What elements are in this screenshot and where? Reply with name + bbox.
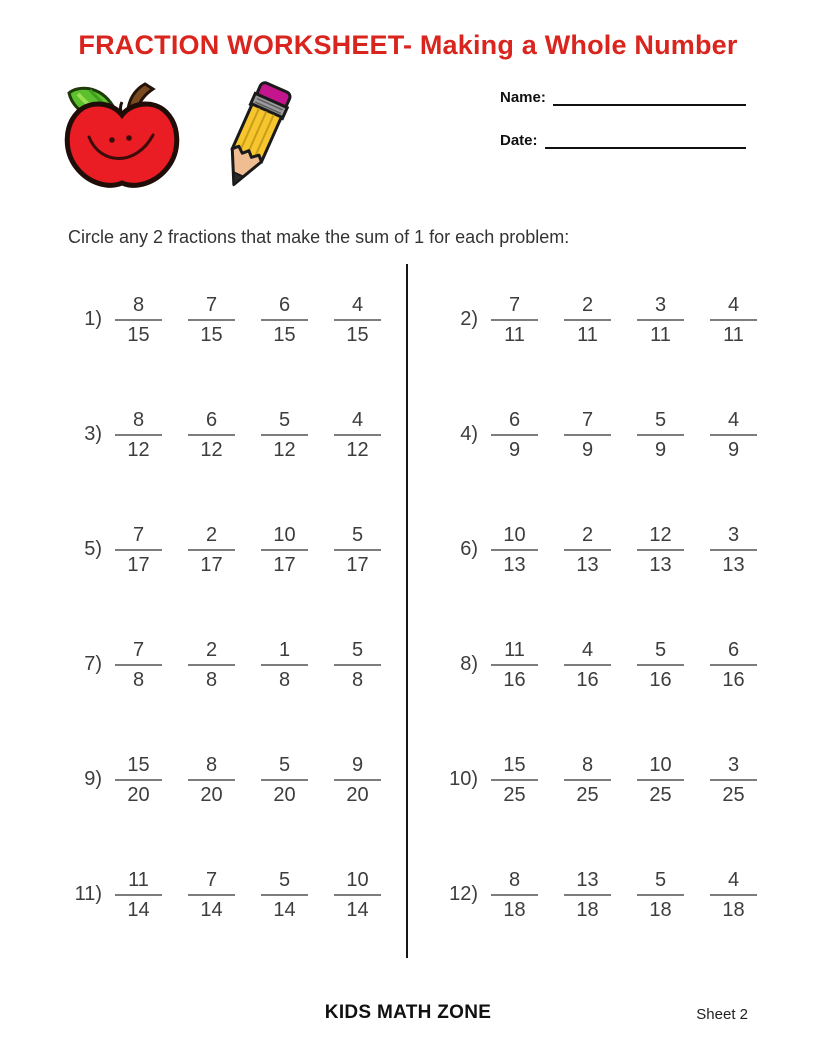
fraction[interactable] xyxy=(188,410,235,460)
fraction[interactable] xyxy=(637,640,684,690)
fraction[interactable] xyxy=(710,410,757,460)
fraction-bar xyxy=(564,664,611,666)
fraction[interactable] xyxy=(564,410,611,460)
fraction-numerator: 2 xyxy=(581,293,594,316)
fraction-denominator: 18 xyxy=(576,898,599,921)
fraction[interactable] xyxy=(710,295,757,345)
fraction-bar xyxy=(564,434,611,436)
fraction[interactable] xyxy=(710,525,757,575)
problem-number: 9) xyxy=(84,768,102,790)
fraction-bar xyxy=(188,894,235,896)
problem-row xyxy=(0,722,408,837)
problem-number: 1) xyxy=(84,308,102,330)
fraction-bar xyxy=(334,664,381,666)
fraction-numerator: 9 xyxy=(351,753,364,776)
fraction-numerator: 8 xyxy=(132,408,145,431)
name-input-line[interactable] xyxy=(553,87,746,106)
fraction-denominator: 20 xyxy=(127,783,150,806)
fraction-group xyxy=(491,295,757,345)
fraction[interactable] xyxy=(334,295,381,345)
date-input-line[interactable] xyxy=(545,130,746,149)
pencil-icon xyxy=(205,79,305,202)
fraction-bar xyxy=(334,549,381,551)
fraction-bar xyxy=(564,779,611,781)
fraction-bar xyxy=(491,894,538,896)
fraction-numerator: 7 xyxy=(132,523,145,546)
fraction-denominator: 20 xyxy=(200,783,223,806)
fraction-bar xyxy=(710,434,757,436)
fraction-denominator: 18 xyxy=(722,898,745,921)
fraction-denominator: 13 xyxy=(649,553,672,576)
fraction-bar xyxy=(261,319,308,321)
fraction-numerator: 6 xyxy=(205,408,218,431)
fraction[interactable] xyxy=(334,410,381,460)
fraction[interactable] xyxy=(710,755,757,805)
fraction-numerator: 13 xyxy=(576,868,599,891)
fraction-bar xyxy=(564,894,611,896)
fraction-denominator: 17 xyxy=(346,553,369,576)
problem-number: 7) xyxy=(84,653,102,675)
fraction-numerator: 15 xyxy=(127,753,150,776)
fraction-bar xyxy=(637,434,684,436)
fraction-bar xyxy=(710,779,757,781)
fraction-numerator: 5 xyxy=(278,408,291,431)
date-field-row xyxy=(500,130,746,149)
fraction[interactable] xyxy=(115,295,162,345)
fraction-denominator: 11 xyxy=(577,323,598,346)
problem-row xyxy=(0,492,408,607)
fraction-bar xyxy=(491,664,538,666)
problem-row xyxy=(408,837,816,952)
fraction-numerator: 4 xyxy=(727,868,740,891)
problem-number: 2) xyxy=(460,308,478,330)
fraction-bar xyxy=(710,549,757,551)
date-label: Date: xyxy=(500,132,538,149)
fraction-bar xyxy=(637,549,684,551)
fraction-numerator: 2 xyxy=(205,523,218,546)
fraction-bar xyxy=(261,894,308,896)
fraction-denominator: 14 xyxy=(127,898,150,921)
fraction-numerator: 6 xyxy=(727,638,740,661)
fraction-bar xyxy=(261,779,308,781)
problem-row xyxy=(0,377,408,492)
fraction[interactable] xyxy=(491,755,538,805)
fraction-bar xyxy=(334,319,381,321)
fraction-denominator: 17 xyxy=(127,553,150,576)
instruction-text: Circle any 2 fractions that make the sum of 1 for each problem: xyxy=(68,227,570,247)
fraction-bar xyxy=(637,319,684,321)
fraction[interactable] xyxy=(491,295,538,345)
fraction-denominator: 8 xyxy=(132,668,145,691)
fraction-bar xyxy=(261,664,308,666)
fraction-numerator: 5 xyxy=(654,638,667,661)
fraction[interactable] xyxy=(564,755,611,805)
fraction-denominator: 25 xyxy=(576,783,599,806)
fraction[interactable] xyxy=(115,640,162,690)
fraction[interactable] xyxy=(188,755,235,805)
fraction-numerator: 7 xyxy=(205,868,218,891)
fraction-numerator: 4 xyxy=(351,293,364,316)
fraction-denominator: 8 xyxy=(205,668,218,691)
fraction-group xyxy=(491,525,757,575)
fraction-denominator: 25 xyxy=(503,783,526,806)
fraction-bar xyxy=(710,894,757,896)
fraction-denominator: 11 xyxy=(504,323,525,346)
fraction-denominator: 16 xyxy=(503,668,526,691)
fraction[interactable] xyxy=(637,525,684,575)
fraction-denominator: 13 xyxy=(576,553,599,576)
fraction[interactable] xyxy=(188,295,235,345)
fraction-numerator: 4 xyxy=(727,408,740,431)
fraction-numerator: 15 xyxy=(503,753,526,776)
fraction-denominator: 12 xyxy=(127,438,150,461)
problem-number: 4) xyxy=(460,423,478,445)
fraction[interactable] xyxy=(491,410,538,460)
fraction-bar xyxy=(261,549,308,551)
problem-number: 6) xyxy=(460,538,478,560)
fraction-numerator: 5 xyxy=(351,523,364,546)
fraction-denominator: 14 xyxy=(346,898,369,921)
fraction-numerator: 8 xyxy=(508,868,521,891)
fraction-denominator: 11 xyxy=(723,323,744,346)
fraction[interactable] xyxy=(637,410,684,460)
page-title: FRACTION WORKSHEET- Making a Whole Number xyxy=(78,30,738,60)
fraction-denominator: 13 xyxy=(503,553,526,576)
fraction[interactable] xyxy=(491,525,538,575)
fraction[interactable] xyxy=(637,870,684,920)
fraction-group xyxy=(491,755,757,805)
fraction-numerator: 4 xyxy=(727,293,740,316)
fraction-denominator: 25 xyxy=(649,783,672,806)
fraction-group xyxy=(115,640,381,690)
name-field-row xyxy=(500,87,746,106)
fraction-numerator: 3 xyxy=(654,293,667,316)
fraction-bar xyxy=(334,894,381,896)
fraction-bar xyxy=(115,319,162,321)
problems-section xyxy=(0,262,816,952)
fraction[interactable] xyxy=(334,870,381,920)
footer-brand: KIDS MATH ZONE xyxy=(324,1002,492,1023)
fraction-numerator: 3 xyxy=(727,753,740,776)
fraction-bar xyxy=(115,664,162,666)
fraction-numerator: 10 xyxy=(503,523,526,546)
fraction-bar xyxy=(115,779,162,781)
fraction-bar xyxy=(491,319,538,321)
clipart-group xyxy=(60,79,305,202)
fraction-numerator: 12 xyxy=(649,523,672,546)
fraction-bar xyxy=(334,779,381,781)
fraction-numerator: 5 xyxy=(278,868,291,891)
fraction-denominator: 13 xyxy=(722,553,745,576)
fraction-group xyxy=(115,870,381,920)
fraction-bar xyxy=(637,664,684,666)
fraction[interactable] xyxy=(334,640,381,690)
fraction[interactable] xyxy=(261,870,308,920)
fraction-numerator: 10 xyxy=(346,868,369,891)
problem-row xyxy=(408,492,816,607)
fraction-bar xyxy=(188,319,235,321)
fraction-bar xyxy=(637,894,684,896)
sheet-number-label: Sheet 2 xyxy=(696,1006,748,1023)
name-label: Name: xyxy=(500,89,546,106)
problems-grid xyxy=(0,262,816,952)
fraction[interactable] xyxy=(115,755,162,805)
fraction[interactable] xyxy=(261,410,308,460)
fraction-bar xyxy=(188,779,235,781)
fraction-bar xyxy=(188,664,235,666)
fraction-denominator: 12 xyxy=(273,438,296,461)
fraction-denominator: 17 xyxy=(200,553,223,576)
fraction[interactable] xyxy=(261,640,308,690)
fraction-numerator: 10 xyxy=(649,753,672,776)
fraction-numerator: 5 xyxy=(351,638,364,661)
name-date-fields xyxy=(500,79,746,149)
fraction-group xyxy=(491,410,757,460)
fraction-numerator: 6 xyxy=(508,408,521,431)
fraction-bar xyxy=(564,319,611,321)
fraction-denominator: 20 xyxy=(346,783,369,806)
fraction-numerator: 1 xyxy=(278,638,291,661)
fraction-group xyxy=(115,295,381,345)
fraction-denominator: 15 xyxy=(127,323,150,346)
fraction-numerator: 7 xyxy=(581,408,594,431)
fraction-numerator: 6 xyxy=(278,293,291,316)
fraction-denominator: 16 xyxy=(722,668,745,691)
fraction[interactable] xyxy=(710,640,757,690)
fraction[interactable] xyxy=(334,525,381,575)
fraction[interactable] xyxy=(188,525,235,575)
header-row xyxy=(0,61,816,201)
fraction-bar xyxy=(710,319,757,321)
fraction-denominator: 12 xyxy=(200,438,223,461)
problem-row xyxy=(408,262,816,377)
fraction-denominator: 25 xyxy=(722,783,745,806)
fraction-numerator: 8 xyxy=(132,293,145,316)
problem-number: 3) xyxy=(84,423,102,445)
fraction-bar xyxy=(564,549,611,551)
fraction[interactable] xyxy=(564,295,611,345)
fraction-denominator: 15 xyxy=(346,323,369,346)
problem-number: 12) xyxy=(449,883,478,905)
fraction-numerator: 5 xyxy=(278,753,291,776)
problem-row xyxy=(0,262,408,377)
fraction-bar xyxy=(710,664,757,666)
fraction-denominator: 9 xyxy=(581,438,594,461)
fraction-denominator: 18 xyxy=(649,898,672,921)
fraction-numerator: 4 xyxy=(351,408,364,431)
fraction-bar xyxy=(188,549,235,551)
fraction[interactable] xyxy=(188,870,235,920)
fraction-group xyxy=(115,755,381,805)
fraction-denominator: 11 xyxy=(650,323,671,346)
fraction[interactable] xyxy=(115,870,162,920)
fraction[interactable] xyxy=(115,525,162,575)
fraction-denominator: 16 xyxy=(649,668,672,691)
fraction[interactable] xyxy=(334,755,381,805)
problem-number: 5) xyxy=(84,538,102,560)
fraction-numerator: 11 xyxy=(504,638,525,661)
fraction-bar xyxy=(491,779,538,781)
fraction-bar xyxy=(115,549,162,551)
fraction-numerator: 8 xyxy=(581,753,594,776)
problem-row xyxy=(408,607,816,722)
fraction-bar xyxy=(261,434,308,436)
fraction-numerator: 4 xyxy=(581,638,594,661)
fraction-numerator: 2 xyxy=(205,638,218,661)
problem-number: 8) xyxy=(460,653,478,675)
fraction-numerator: 5 xyxy=(654,408,667,431)
problem-row xyxy=(408,377,816,492)
fraction-denominator: 9 xyxy=(727,438,740,461)
fraction-denominator: 16 xyxy=(576,668,599,691)
fraction-denominator: 9 xyxy=(508,438,521,461)
fraction-bar xyxy=(188,434,235,436)
fraction-denominator: 14 xyxy=(273,898,296,921)
fraction[interactable] xyxy=(637,755,684,805)
problem-row xyxy=(408,722,816,837)
fraction-denominator: 17 xyxy=(273,553,296,576)
fraction-denominator: 14 xyxy=(200,898,223,921)
fraction[interactable] xyxy=(564,525,611,575)
fraction-numerator: 7 xyxy=(508,293,521,316)
fraction[interactable] xyxy=(188,640,235,690)
fraction-bar xyxy=(334,434,381,436)
fraction[interactable] xyxy=(710,870,757,920)
fraction-bar xyxy=(637,779,684,781)
fraction[interactable] xyxy=(564,640,611,690)
fraction[interactable] xyxy=(637,295,684,345)
apple-icon xyxy=(60,79,185,199)
fraction-group xyxy=(491,640,757,690)
fraction[interactable] xyxy=(261,755,308,805)
fraction[interactable] xyxy=(564,870,611,920)
fraction-denominator: 8 xyxy=(351,668,364,691)
fraction-bar xyxy=(491,549,538,551)
fraction[interactable] xyxy=(491,640,538,690)
fraction[interactable] xyxy=(261,295,308,345)
fraction-numerator: 2 xyxy=(581,523,594,546)
problem-row xyxy=(0,607,408,722)
fraction-denominator: 20 xyxy=(273,783,296,806)
fraction-denominator: 12 xyxy=(346,438,369,461)
fraction-numerator: 5 xyxy=(654,868,667,891)
fraction[interactable] xyxy=(491,870,538,920)
fraction-denominator: 15 xyxy=(273,323,296,346)
fraction-bar xyxy=(115,894,162,896)
problem-row xyxy=(0,837,408,952)
fraction-group xyxy=(115,410,381,460)
column-divider xyxy=(406,264,408,958)
fraction-numerator: 7 xyxy=(205,293,218,316)
fraction-denominator: 18 xyxy=(503,898,526,921)
fraction[interactable] xyxy=(261,525,308,575)
problem-number: 11) xyxy=(74,883,102,905)
fraction-numerator: 11 xyxy=(128,868,149,891)
fraction-bar xyxy=(491,434,538,436)
fraction-denominator: 8 xyxy=(278,668,291,691)
fraction-group xyxy=(115,525,381,575)
fraction-denominator: 15 xyxy=(200,323,223,346)
fraction-bar xyxy=(115,434,162,436)
fraction-numerator: 10 xyxy=(273,523,296,546)
fraction-denominator: 9 xyxy=(654,438,667,461)
fraction-numerator: 8 xyxy=(205,753,218,776)
fraction[interactable] xyxy=(115,410,162,460)
fraction-numerator: 7 xyxy=(132,638,145,661)
fraction-group xyxy=(491,870,757,920)
fraction-numerator: 3 xyxy=(727,523,740,546)
problem-number: 10) xyxy=(449,768,478,790)
